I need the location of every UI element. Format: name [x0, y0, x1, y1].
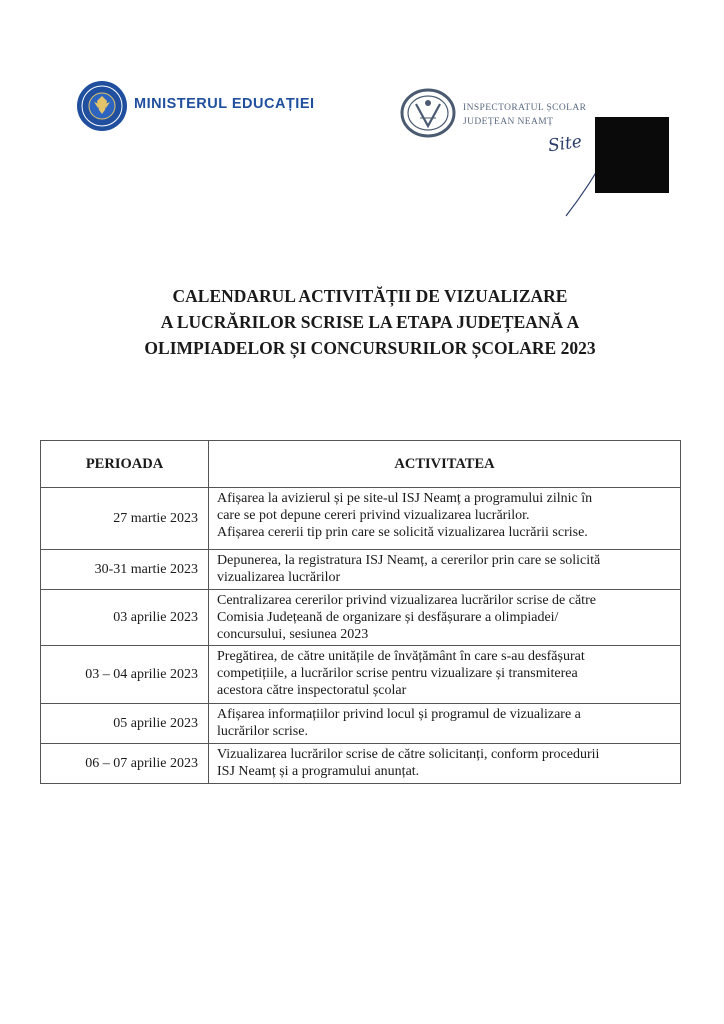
activity-line: concursului, sesiunea 2023 [217, 627, 369, 642]
activity-cell [209, 488, 681, 550]
activity-line: Depunerea, la registratura ISJ Neamț, a cererilor prin care se solicită [217, 553, 601, 568]
activity-line: ISJ Neamț și a programului anunțat. [217, 764, 420, 779]
activity-line: Centralizarea cererilor privind vizualizarea lucrărilor scrise de către [217, 593, 596, 608]
period-cell: 05 aprilie 2023 [41, 704, 209, 744]
inspectorate-logo [400, 88, 456, 138]
table-row [41, 704, 681, 744]
title-line-2: A LUCRĂRILOR SCRISE LA ETAPA JUDEȚEANĂ A [160, 312, 580, 332]
activity-line: Vizualizarea lucrărilor scrise de către solicitanți, conform procedurii [217, 747, 600, 762]
table-row [41, 590, 681, 646]
period-cell: 06 – 07 aprilie 2023 [41, 744, 209, 784]
table-row [41, 744, 681, 784]
activity-line: Pregătirea, de către unitățile de învățământ în care s-au desfășurat [217, 649, 585, 664]
ministry-seal-logo [76, 80, 128, 132]
period-cell: 03 aprilie 2023 [41, 590, 209, 646]
table-row [41, 488, 681, 550]
activity-line: Comisia Județeană de organizare și desfășurare a olimpiadei/ [217, 610, 559, 625]
inspectorate-name-line2: JUDEȚEAN NEAMȚ [463, 117, 554, 127]
calendar-table [40, 440, 681, 784]
activity-line: competițiile, a lucrărilor scrise pentru vizualizare și transmiterea [217, 666, 578, 681]
table-row [41, 550, 681, 590]
activity-cell [209, 744, 681, 784]
redaction-block [595, 117, 669, 193]
ministry-name: MINISTERUL EDUCAȚIEI [134, 96, 315, 112]
document-title [90, 283, 650, 361]
activity-cell [209, 590, 681, 646]
table-row [41, 646, 681, 704]
period-cell: 03 – 04 aprilie 2023 [41, 646, 209, 704]
activity-cell [209, 704, 681, 744]
activity-line: lucrărilor scrise. [217, 724, 308, 739]
table-header-row [41, 441, 681, 488]
title-line-1: CALENDARUL ACTIVITĂȚII DE VIZUALIZARE [172, 286, 568, 306]
period-cell: 30-31 martie 2023 [41, 550, 209, 590]
activity-line: Afișarea informațiilor privind locul și programul de vizualizare a [217, 707, 581, 722]
title-line-3: OLIMPIADELOR ȘI CONCURSURILOR ȘCOLARE 2023 [144, 338, 596, 358]
inspectorate-name-line1: INSPECTORATUL ȘCOLAR [463, 103, 587, 113]
period-cell: 27 martie 2023 [41, 488, 209, 550]
activity-line: care se pot depune cereri privind vizualizarea lucrărilor. [217, 508, 530, 523]
handwritten-note: Site [546, 131, 584, 157]
activity-line: Afișarea la avizierul și pe site-ul ISJ Neamț a programului zilnic în [217, 491, 593, 506]
activity-line: acestora către inspectoratul școlar [217, 683, 407, 698]
header-period: PERIOADA [41, 441, 209, 488]
header-activity: ACTIVITATEA [209, 441, 681, 488]
activity-line: vizualizarea lucrărilor [217, 570, 341, 585]
activity-line: Afișarea cererii tip prin care se solicită vizualizarea lucrării scrise. [217, 525, 588, 540]
inspectorate-name [463, 101, 586, 129]
activity-cell [209, 646, 681, 704]
activity-cell [209, 550, 681, 590]
